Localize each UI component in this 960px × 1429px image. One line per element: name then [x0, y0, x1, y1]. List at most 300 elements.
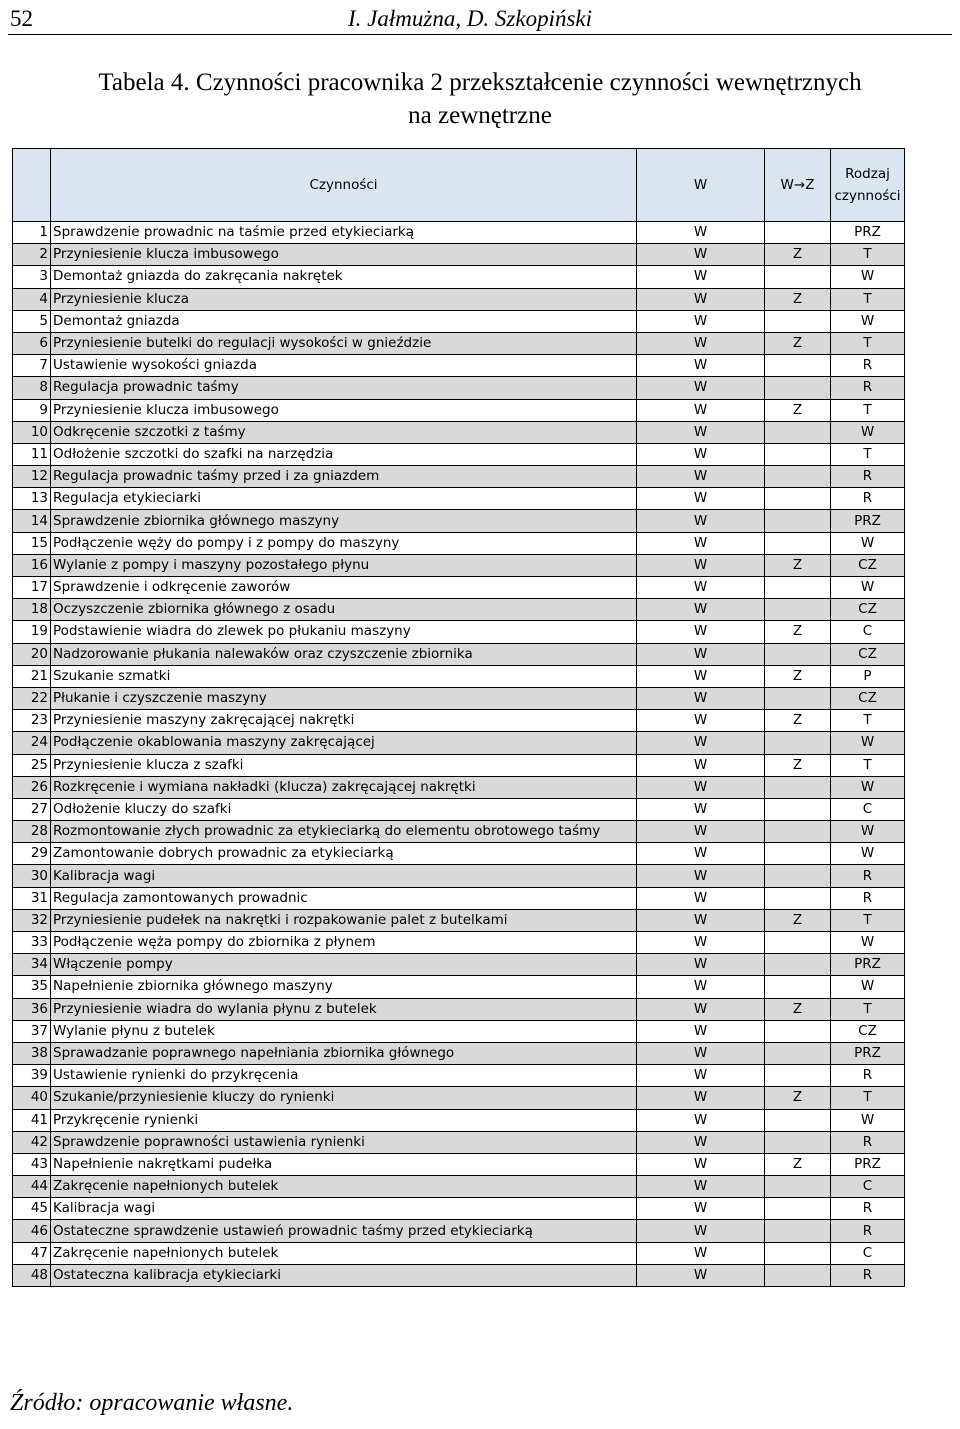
row-z — [765, 1198, 831, 1220]
table-row — [13, 665, 905, 687]
table-caption — [0, 66, 960, 132]
table-row — [13, 222, 905, 244]
row-activity: Odłożenie szczotki do szafki na narzędzia — [51, 443, 637, 465]
row-number: 26 — [13, 776, 51, 798]
row-number: 16 — [13, 554, 51, 576]
row-number: 23 — [13, 710, 51, 732]
row-type: W — [831, 266, 905, 288]
row-number: 7 — [13, 355, 51, 377]
row-type: T — [831, 710, 905, 732]
running-head-authors: I. Jałmużna, D. Szkopiński — [348, 6, 593, 31]
row-number: 24 — [13, 732, 51, 754]
row-activity: Włączenie pompy — [51, 954, 637, 976]
row-w: W — [637, 665, 765, 687]
row-activity: Zakręcenie napełnionych butelek — [51, 1242, 637, 1264]
row-type: W — [831, 932, 905, 954]
row-w: W — [637, 998, 765, 1020]
row-type: PRZ — [831, 222, 905, 244]
row-activity: Sprawdzenie poprawności ustawienia rynienki — [51, 1131, 637, 1153]
row-number: 41 — [13, 1109, 51, 1131]
header-number-cell — [13, 149, 51, 222]
row-type: R — [831, 466, 905, 488]
row-number: 19 — [13, 621, 51, 643]
table-row — [13, 1042, 905, 1064]
row-activity: Sprawdzenie zbiornika głównego maszyny — [51, 510, 637, 532]
table-row — [13, 1131, 905, 1153]
table-row — [13, 244, 905, 266]
row-z — [765, 821, 831, 843]
row-w: W — [637, 310, 765, 332]
table-row — [13, 865, 905, 887]
row-activity: Demontaż gniazda do zakręcania nakrętek — [51, 266, 637, 288]
row-w: W — [637, 1131, 765, 1153]
row-z — [765, 488, 831, 510]
row-w: W — [637, 377, 765, 399]
row-z — [765, 222, 831, 244]
table-row — [13, 466, 905, 488]
row-type: T — [831, 754, 905, 776]
row-z — [765, 421, 831, 443]
header-activities: Czynności — [51, 149, 637, 222]
row-activity: Kalibracja wagi — [51, 865, 637, 887]
table-row — [13, 932, 905, 954]
table-row — [13, 976, 905, 998]
row-z — [765, 1020, 831, 1042]
table-row — [13, 355, 905, 377]
table-row — [13, 599, 905, 621]
row-activity: Przyniesienie klucza — [51, 288, 637, 310]
row-activity: Kalibracja wagi — [51, 1198, 637, 1220]
header-type-line-1: Rodzaj — [845, 166, 890, 182]
row-w: W — [637, 399, 765, 421]
table-row — [13, 1065, 905, 1087]
row-w: W — [637, 288, 765, 310]
row-z: Z — [765, 288, 831, 310]
row-type: PRZ — [831, 954, 905, 976]
table-header-row — [13, 149, 905, 222]
row-type: R — [831, 865, 905, 887]
row-type: W — [831, 1109, 905, 1131]
table-row — [13, 443, 905, 465]
row-activity: Ostateczne sprawdzenie ustawień prowadnic taśmy przed etykieciarką — [51, 1220, 637, 1242]
row-activity: Wylanie z pompy i maszyny pozostałego płynu — [51, 554, 637, 576]
row-z — [765, 355, 831, 377]
row-z — [765, 1042, 831, 1064]
row-activity: Przykręcenie rynienki — [51, 1109, 637, 1131]
row-w: W — [637, 865, 765, 887]
table-row — [13, 1020, 905, 1042]
table-row — [13, 954, 905, 976]
row-type: T — [831, 909, 905, 931]
row-w: W — [637, 621, 765, 643]
row-activity: Odłożenie kluczy do szafki — [51, 798, 637, 820]
row-activity: Sprawadzanie poprawnego napełniania zbiornika głównego — [51, 1042, 637, 1064]
row-number: 12 — [13, 466, 51, 488]
row-number: 1 — [13, 222, 51, 244]
row-w: W — [637, 1020, 765, 1042]
row-z: Z — [765, 1087, 831, 1109]
row-number: 48 — [13, 1264, 51, 1286]
table-row — [13, 1109, 905, 1131]
row-z: Z — [765, 554, 831, 576]
row-activity: Sprawdzenie prowadnic na taśmie przed etykieciarką — [51, 222, 637, 244]
table-row — [13, 710, 905, 732]
row-type: C — [831, 1176, 905, 1198]
row-z — [765, 310, 831, 332]
row-w: W — [637, 466, 765, 488]
row-w: W — [637, 1220, 765, 1242]
table-row — [13, 1153, 905, 1175]
table-row — [13, 266, 905, 288]
row-z — [765, 1220, 831, 1242]
row-activity: Regulacja etykieciarki — [51, 488, 637, 510]
row-type: CZ — [831, 1020, 905, 1042]
row-number: 44 — [13, 1176, 51, 1198]
row-type: CZ — [831, 599, 905, 621]
row-type: W — [831, 821, 905, 843]
row-number: 40 — [13, 1087, 51, 1109]
row-activity: Rozmontowanie złych prowadnic za etykieciarką do elementu obrotowego taśmy — [51, 821, 637, 843]
row-number: 30 — [13, 865, 51, 887]
row-z — [765, 732, 831, 754]
row-z: Z — [765, 665, 831, 687]
row-activity: Regulacja prowadnic taśmy — [51, 377, 637, 399]
row-type: C — [831, 1242, 905, 1264]
header-w-to-z: W→Z — [765, 149, 831, 222]
row-number: 46 — [13, 1220, 51, 1242]
row-z — [765, 932, 831, 954]
row-z — [765, 577, 831, 599]
row-type: C — [831, 621, 905, 643]
row-z — [765, 865, 831, 887]
table-row — [13, 821, 905, 843]
row-w: W — [637, 909, 765, 931]
row-number: 39 — [13, 1065, 51, 1087]
table-row — [13, 1220, 905, 1242]
running-head — [8, 4, 952, 35]
row-w: W — [637, 754, 765, 776]
row-z — [765, 1109, 831, 1131]
table-row — [13, 332, 905, 354]
row-activity: Przyniesienie maszyny zakręcającej nakrętki — [51, 710, 637, 732]
row-activity: Regulacja zamontowanych prowadnic — [51, 887, 637, 909]
row-w: W — [637, 1087, 765, 1109]
row-activity: Podłączenie węża pompy do zbiornika z płynem — [51, 932, 637, 954]
row-w: W — [637, 932, 765, 954]
row-w: W — [637, 554, 765, 576]
row-activity: Szukanie/przyniesienie kluczy do rynienki — [51, 1087, 637, 1109]
table-row — [13, 909, 905, 931]
row-number: 11 — [13, 443, 51, 465]
row-number: 47 — [13, 1242, 51, 1264]
row-type: W — [831, 310, 905, 332]
row-number: 43 — [13, 1153, 51, 1175]
row-activity: Napełnienie zbiornika głównego maszyny — [51, 976, 637, 998]
row-number: 31 — [13, 887, 51, 909]
row-z — [765, 266, 831, 288]
table-row — [13, 510, 905, 532]
row-activity: Zakręcenie napełnionych butelek — [51, 1176, 637, 1198]
table-caption-line-2: na zewnętrzne — [408, 102, 552, 129]
row-type: W — [831, 776, 905, 798]
row-number: 6 — [13, 332, 51, 354]
table-row — [13, 887, 905, 909]
row-z — [765, 687, 831, 709]
row-w: W — [637, 710, 765, 732]
row-type: W — [831, 976, 905, 998]
row-type: CZ — [831, 643, 905, 665]
row-w: W — [637, 1176, 765, 1198]
row-w: W — [637, 954, 765, 976]
header-type — [831, 149, 905, 222]
row-number: 4 — [13, 288, 51, 310]
row-type: T — [831, 1087, 905, 1109]
row-type: CZ — [831, 687, 905, 709]
row-type: R — [831, 1198, 905, 1220]
row-activity: Przyniesienie klucza imbusowego — [51, 244, 637, 266]
row-type: R — [831, 377, 905, 399]
header-type-line-2: czynności — [834, 188, 901, 204]
row-number: 45 — [13, 1198, 51, 1220]
row-type: T — [831, 998, 905, 1020]
row-number: 42 — [13, 1131, 51, 1153]
row-type: W — [831, 532, 905, 554]
row-z — [765, 443, 831, 465]
row-z — [765, 1242, 831, 1264]
row-w: W — [637, 488, 765, 510]
row-type: W — [831, 577, 905, 599]
row-activity: Demontaż gniazda — [51, 310, 637, 332]
row-w: W — [637, 976, 765, 998]
row-z: Z — [765, 621, 831, 643]
row-number: 20 — [13, 643, 51, 665]
row-activity: Przyniesienie butelki do regulacji wysokości w gnieździe — [51, 332, 637, 354]
header-w: W — [637, 149, 765, 222]
row-z — [765, 954, 831, 976]
row-z — [765, 887, 831, 909]
row-w: W — [637, 798, 765, 820]
table-row — [13, 1264, 905, 1286]
row-w: W — [637, 1242, 765, 1264]
row-number: 5 — [13, 310, 51, 332]
row-z — [765, 510, 831, 532]
row-activity: Rozkręcenie i wymiana nakładki (klucza) zakręcającej nakrętki — [51, 776, 637, 798]
row-activity: Podłączenie okablowania maszyny zakręcającej — [51, 732, 637, 754]
row-z — [765, 466, 831, 488]
row-z: Z — [765, 998, 831, 1020]
row-number: 29 — [13, 843, 51, 865]
row-number: 13 — [13, 488, 51, 510]
row-w: W — [637, 577, 765, 599]
row-number: 25 — [13, 754, 51, 776]
row-z: Z — [765, 754, 831, 776]
row-type: C — [831, 798, 905, 820]
row-number: 34 — [13, 954, 51, 976]
table-row — [13, 1242, 905, 1264]
row-number: 32 — [13, 909, 51, 931]
table-row — [13, 377, 905, 399]
table-row — [13, 998, 905, 1020]
table-row — [13, 532, 905, 554]
row-type: R — [831, 355, 905, 377]
row-activity: Przyniesienie wiadra do wylania płynu z butelek — [51, 998, 637, 1020]
row-number: 9 — [13, 399, 51, 421]
row-activity: Podłączenie węży do pompy i z pompy do maszyny — [51, 532, 637, 554]
row-type: T — [831, 244, 905, 266]
row-w: W — [637, 843, 765, 865]
row-type: W — [831, 421, 905, 443]
row-activity: Ostateczna kalibracja etykieciarki — [51, 1264, 637, 1286]
row-type: W — [831, 843, 905, 865]
row-z — [765, 1176, 831, 1198]
row-w: W — [637, 732, 765, 754]
row-z — [765, 532, 831, 554]
activities-table — [12, 148, 905, 1287]
row-w: W — [637, 1198, 765, 1220]
row-z: Z — [765, 244, 831, 266]
row-w: W — [637, 1264, 765, 1286]
row-w: W — [637, 821, 765, 843]
row-activity: Odkręcenie szczotki z taśmy — [51, 421, 637, 443]
row-activity: Przyniesienie klucza imbusowego — [51, 399, 637, 421]
row-number: 38 — [13, 1042, 51, 1064]
row-w: W — [637, 332, 765, 354]
row-type: R — [831, 1065, 905, 1087]
row-type: T — [831, 332, 905, 354]
row-w: W — [637, 599, 765, 621]
row-z — [765, 776, 831, 798]
table-row — [13, 776, 905, 798]
row-number: 8 — [13, 377, 51, 399]
row-z: Z — [765, 1153, 831, 1175]
row-type: T — [831, 399, 905, 421]
table-row — [13, 754, 905, 776]
row-number: 27 — [13, 798, 51, 820]
source-note: Źródło: opracowanie własne. — [10, 1390, 294, 1416]
row-activity: Ustawienie wysokości gniazda — [51, 355, 637, 377]
row-number: 33 — [13, 932, 51, 954]
row-activity: Ustawienie rynienki do przykręcenia — [51, 1065, 637, 1087]
row-w: W — [637, 244, 765, 266]
table-row — [13, 732, 905, 754]
row-z — [765, 843, 831, 865]
row-type: CZ — [831, 554, 905, 576]
table-row — [13, 421, 905, 443]
row-number: 28 — [13, 821, 51, 843]
table-row — [13, 399, 905, 421]
row-number: 3 — [13, 266, 51, 288]
table-row — [13, 687, 905, 709]
row-w: W — [637, 1065, 765, 1087]
row-type: R — [831, 1131, 905, 1153]
row-activity: Przyniesienie pudełek na nakrętki i rozpakowanie palet z butelkami — [51, 909, 637, 931]
row-z — [765, 1264, 831, 1286]
row-number: 14 — [13, 510, 51, 532]
table-row — [13, 577, 905, 599]
row-w: W — [637, 443, 765, 465]
row-z — [765, 643, 831, 665]
row-type: PRZ — [831, 1042, 905, 1064]
row-w: W — [637, 1109, 765, 1131]
table-row — [13, 488, 905, 510]
row-activity: Płukanie i czyszczenie maszyny — [51, 687, 637, 709]
row-z — [765, 798, 831, 820]
row-activity: Nadzorowanie płukania nalewaków oraz czyszczenie zbiornika — [51, 643, 637, 665]
row-z: Z — [765, 332, 831, 354]
row-activity: Wylanie płynu z butelek — [51, 1020, 637, 1042]
row-number: 36 — [13, 998, 51, 1020]
table-row — [13, 310, 905, 332]
row-number: 17 — [13, 577, 51, 599]
row-type: T — [831, 288, 905, 310]
row-activity: Szukanie szmatki — [51, 665, 637, 687]
table-caption-line-1: Tabela 4. Czynności pracownika 2 przekształcenie czynności wewnętrznych — [98, 69, 862, 96]
row-type: PRZ — [831, 1153, 905, 1175]
row-activity: Napełnienie nakrętkami pudełka — [51, 1153, 637, 1175]
row-w: W — [637, 887, 765, 909]
row-number: 2 — [13, 244, 51, 266]
row-z: Z — [765, 710, 831, 732]
row-type: PRZ — [831, 510, 905, 532]
row-number: 37 — [13, 1020, 51, 1042]
row-z — [765, 377, 831, 399]
row-number: 10 — [13, 421, 51, 443]
table-row — [13, 1176, 905, 1198]
row-activity: Regulacja prowadnic taśmy przed i za gniazdem — [51, 466, 637, 488]
table-row — [13, 798, 905, 820]
table-row — [13, 1087, 905, 1109]
row-w: W — [637, 266, 765, 288]
page-number: 52 — [10, 6, 33, 31]
row-type: R — [831, 887, 905, 909]
row-w: W — [637, 776, 765, 798]
row-activity: Oczyszczenie zbiornika głównego z osadu — [51, 599, 637, 621]
row-activity: Podstawienie wiadra do zlewek po płukaniu maszyny — [51, 621, 637, 643]
table-row — [13, 843, 905, 865]
row-number: 21 — [13, 665, 51, 687]
table-row — [13, 1198, 905, 1220]
row-w: W — [637, 1042, 765, 1064]
row-w: W — [637, 1153, 765, 1175]
row-number: 35 — [13, 976, 51, 998]
row-type: R — [831, 1264, 905, 1286]
table-row — [13, 643, 905, 665]
table-row — [13, 621, 905, 643]
row-z — [765, 1065, 831, 1087]
row-w: W — [637, 532, 765, 554]
row-activity: Zamontowanie dobrych prowadnic za etykieciarką — [51, 843, 637, 865]
row-z — [765, 1131, 831, 1153]
row-type: R — [831, 1220, 905, 1242]
table-row — [13, 288, 905, 310]
row-z — [765, 976, 831, 998]
row-z: Z — [765, 909, 831, 931]
row-activity: Sprawdzenie i odkręcenie zaworów — [51, 577, 637, 599]
row-type: R — [831, 488, 905, 510]
row-w: W — [637, 643, 765, 665]
row-z — [765, 599, 831, 621]
row-activity: Przyniesienie klucza z szafki — [51, 754, 637, 776]
row-type: W — [831, 732, 905, 754]
row-w: W — [637, 222, 765, 244]
row-number: 18 — [13, 599, 51, 621]
row-number: 15 — [13, 532, 51, 554]
row-w: W — [637, 510, 765, 532]
row-z: Z — [765, 399, 831, 421]
table-row — [13, 554, 905, 576]
row-w: W — [637, 687, 765, 709]
row-type: P — [831, 665, 905, 687]
